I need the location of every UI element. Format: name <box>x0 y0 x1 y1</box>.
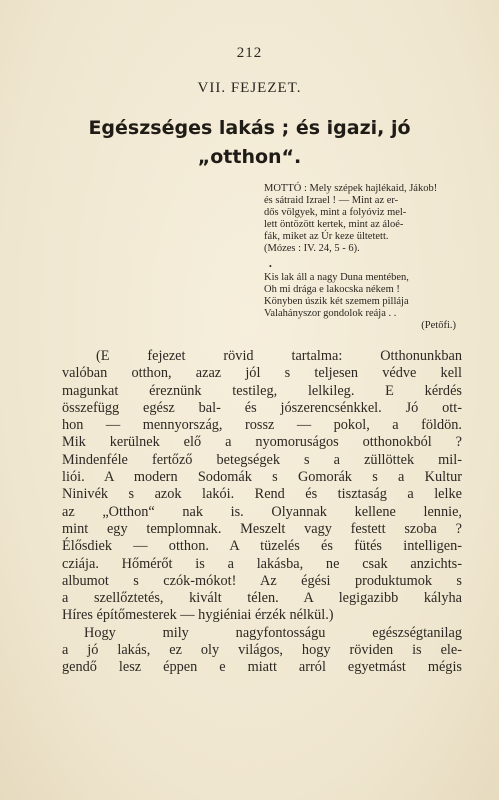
body-line: hon — mennyország, rossz — pokol, a földön. <box>62 417 462 434</box>
body-line: mint egy templomnak. Meszelt vagy festett szoba ? <box>62 520 462 537</box>
body-line: Mindenféle fertőző betegségek s a züllöttek mil- <box>62 451 462 468</box>
body-line: valóban otthon, azaz jól s teljesen védve kell <box>62 365 462 382</box>
chapter-title <box>0 114 499 172</box>
body-line: cziája. Hőmérőt is a lakásba, ne csak anzichts- <box>62 555 462 572</box>
body-line: Ninivék s azok lakói. Rend és tisztaság a lelke <box>62 486 462 503</box>
poem-line: Oh mi drága e lakocska nékem ! <box>264 284 400 295</box>
poem-author: (Petőfi.) <box>421 320 456 331</box>
poem-line: Valahányszor gondolok reája . . <box>264 308 397 319</box>
chapter-title-line-1: Egészséges lakás ; és igazi, jó <box>88 117 411 139</box>
body-line: magunkat éreznünk testileg, lelkileg. E kérdés <box>62 382 462 399</box>
body-line: Híres építőmesterek — hygiéniai érzék nélkül.) <box>62 607 334 624</box>
body-line: összefügg egész bal- és jószerencsénkkel. Jó ott- <box>62 399 462 416</box>
body-line: az „Otthon“ nak is. Olyannak kellene lennie, <box>62 503 462 520</box>
page-number: 212 <box>236 45 263 61</box>
motto-line: (Mózes : IV. 24, 5 - 6). <box>264 243 360 254</box>
motto-line: MOTTÓ : Mely szépek hajlékaid, Jákob! <box>264 183 438 194</box>
body-line: gendő lesz éppen e miatt arról egyetmást mégis <box>62 659 462 676</box>
body-line: Mik kerülnek elő a nyomoruságos otthonokból ? <box>62 434 462 451</box>
poem-line: Könyben úszik két szemem pillája <box>264 296 409 307</box>
body-line: Élősdiek — otthon. A tüzelés és fütés intelligen- <box>62 538 462 555</box>
body-line: a jó lakás, ez oly világos, hogy röviden is ele- <box>62 642 462 659</box>
separator-dot: • <box>269 262 272 271</box>
motto-line: fák, miket az Úr keze ültetett. <box>264 231 389 242</box>
poem-block <box>264 272 464 332</box>
body-line: a szellőztetés, kivált télen. A legigazibb kályha <box>62 590 462 607</box>
body-line: liói. A modern Sodomák s Gomorák s a Kultur <box>62 469 462 486</box>
body-text <box>62 348 462 677</box>
motto-block <box>264 183 464 255</box>
poem-line: Kis lak áll a nagy Duna mentében, <box>264 272 409 283</box>
motto-line: és sátraid Izrael ! — Mint az er- <box>264 195 399 206</box>
chapter-heading: VII. FEJEZET. <box>197 80 302 96</box>
chapter-title-line-2: „otthon“. <box>197 146 302 168</box>
motto-line: lett öntözött kertek, mint az áloé- <box>264 219 404 230</box>
body-line: (E fejezet rövid tartalma: Otthonunkban <box>96 348 462 364</box>
body-line: Hogy mily nagyfontosságu egészségtanilag <box>84 624 462 641</box>
motto-line: dős völgyek, mint a folyóviz mel- <box>264 207 407 218</box>
body-line: albumot s czók-mókot! Az égési produktumok s <box>62 572 462 589</box>
